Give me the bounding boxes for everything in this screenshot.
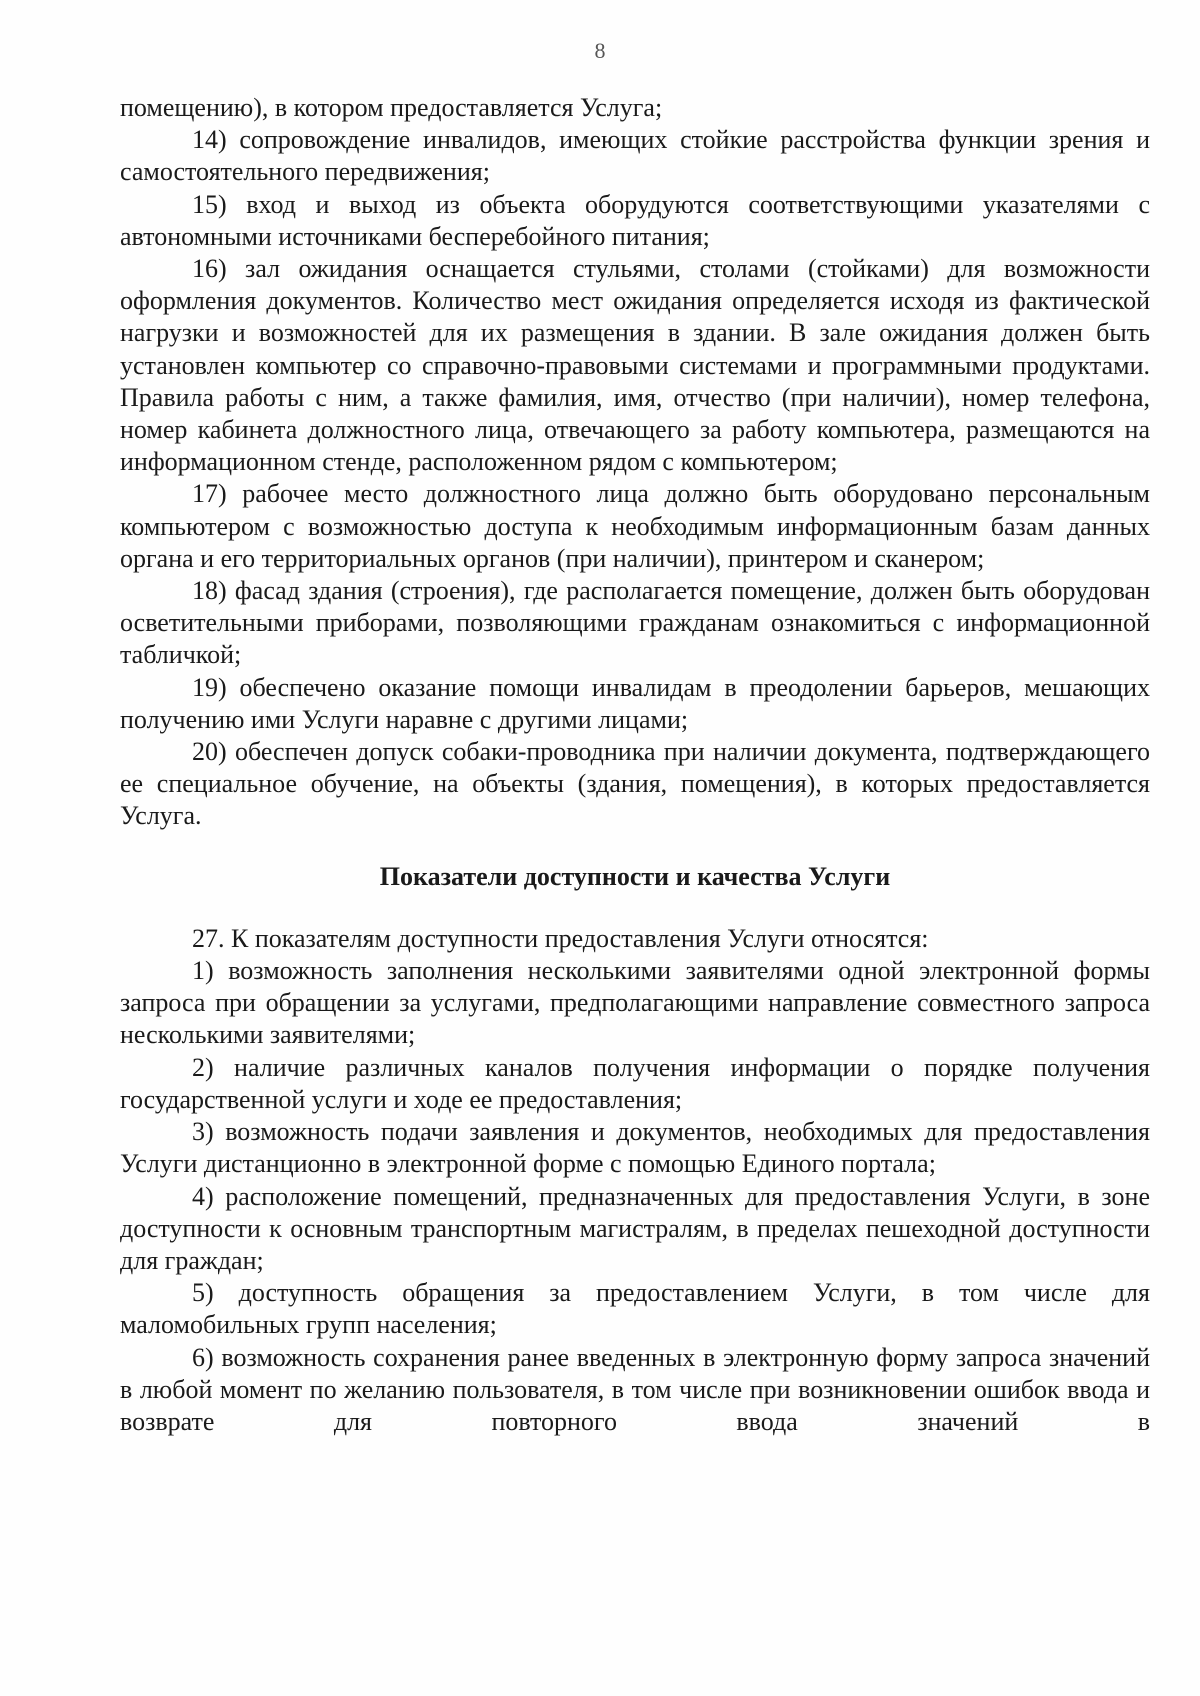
section-after-heading — [120, 923, 1150, 1438]
section-before-heading — [120, 92, 1150, 833]
paragraph: 15) вход и выход из объекта оборудуются соответствующими указателями с автономными источниками бесперебойного питания; — [120, 189, 1150, 251]
paragraph: 2) наличие различных каналов получения информации о порядке получения государственной услуги и ходе ее предоставления; — [120, 1052, 1150, 1114]
paragraph: 1) возможность заполнения несколькими заявителями одной электронной формы запроса при обращении за услугами, предполагающими направление совместного запроса несколькими заявителями; — [120, 956, 1150, 1050]
paragraph: 4) расположение помещений, предназначенных для предоставления Услуги, в зоне доступности к основным транспортным магистралям, в пределах пешеходной доступности для граждан; — [120, 1181, 1150, 1275]
paragraph: 27. К показателям доступности предоставления Услуги относятся: — [192, 923, 929, 953]
page-number: 8 — [594, 38, 606, 63]
paragraph: 5) доступность обращения за предоставлением Услуги, в том числе для маломобильных групп населения; — [120, 1278, 1150, 1340]
paragraph: 16) зал ожидания оснащается стульями, столами (стойками) для возможности оформления документов. Количество мест ожидания определяется исходя из фактической нагрузки и возможностей для их размещения в здании. В зале ожидания должен быть установлен компьютер со справочно-правовыми системами и программными продуктами. Правила работы с ним, а также фамилия, имя, отчество (при наличии), номер телефона, номер кабинета должностного лица, отвечающего за работу компьютера, размещаются на информационном стенде, расположенном рядом с компьютером; — [120, 254, 1150, 477]
paragraph: 18) фасад здания (строения), где располагается помещение, должен быть оборудован осветительными приборами, позволяющими гражданам ознакомиться с информационной табличкой; — [120, 576, 1150, 670]
paragraph: 6) возможность сохранения ранее введенных в электронную форму запроса значений в любой момент по желанию пользователя, в том числе при возникновении ошибок ввода и возврате для повторного ввода значений в — [120, 1342, 1150, 1436]
paragraph: 20) обеспечен допуск собаки-проводника при наличии документа, подтверждающего ее специальное обучение, на объекты (здания, помещения), в которых предоставляется Услуга. — [120, 737, 1150, 831]
paragraph: 19) обеспечено оказание помощи инвалидам в преодолении барьеров, мешающих получению ими Услуги наравне с другими лицами; — [120, 672, 1150, 734]
paragraph: 17) рабочее место должностного лица должно быть оборудовано персональным компьютером с возможностью доступа к необходимым информационным базам данных органа и его территориальных органов (при наличии), принтером и сканером; — [120, 479, 1150, 573]
section-heading: Показатели доступности и качества Услуги — [379, 861, 891, 891]
paragraph: 3) возможность подачи заявления и документов, необходимых для предоставления Услуги дистанционно в электронной форме с помощью Единого портала; — [120, 1117, 1150, 1179]
paragraph: 14) сопровождение инвалидов, имеющих стойкие расстройства функции зрения и самостоятельного передвижения; — [120, 125, 1150, 187]
paragraph: помещению), в котором предоставляется Услуга; — [120, 93, 663, 122]
document-body — [120, 92, 1150, 1438]
